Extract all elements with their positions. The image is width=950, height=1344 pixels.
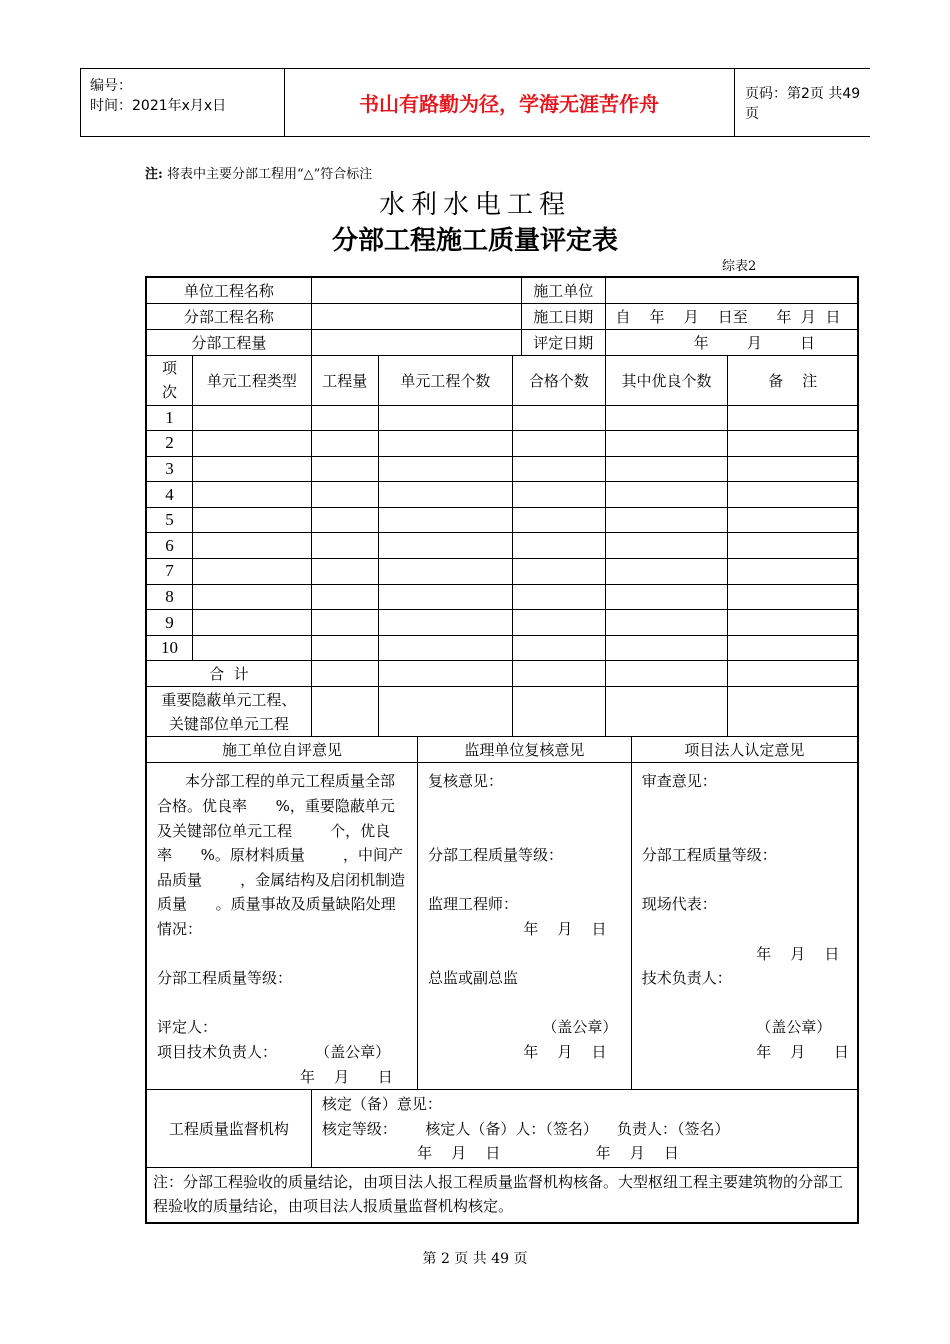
self-opinion-line: 评定人： (157, 1018, 218, 1037)
opinion-header-row (146, 737, 858, 763)
unit-project-name-value[interactable] (311, 277, 521, 303)
self-opinion-body[interactable] (146, 763, 418, 1090)
supervision-row (146, 1090, 858, 1168)
owner-opinion-line: 现场代表： (641, 895, 717, 914)
supervisor-opinion-line (428, 991, 623, 1016)
row-type[interactable] (192, 482, 311, 508)
data-rows (146, 405, 858, 661)
row-type[interactable] (192, 584, 311, 610)
row-number: 6 (146, 533, 192, 559)
total-label: 合 计 (146, 661, 311, 687)
row-number: 1 (146, 405, 192, 431)
owner-opinion-line: 分部工程质量等级： (641, 846, 777, 865)
row-number: 9 (146, 610, 192, 636)
self-opinion-line: 率 %。原材料质量 ，中间产 (157, 846, 404, 865)
owner-opinion-body[interactable] (631, 763, 858, 1090)
row-number: 10 (146, 635, 192, 661)
row-quantity[interactable] (311, 456, 378, 482)
row-remark[interactable] (728, 610, 858, 636)
row-qualified[interactable] (513, 456, 605, 482)
key-units-label-1: 重要隐蔽单元工程、 (161, 690, 297, 709)
page-header (80, 68, 870, 137)
row-remark[interactable] (728, 559, 858, 585)
self-opinion-line (157, 942, 409, 967)
supervision-body[interactable] (311, 1090, 858, 1168)
supervisor-opinion-line: 分部工程质量等级： (428, 846, 564, 865)
row-excellent[interactable] (605, 456, 728, 482)
total-remark[interactable] (728, 661, 858, 687)
row-quantity[interactable] (311, 431, 378, 457)
row-type[interactable] (192, 610, 311, 636)
owner-opinion-line: 审查意见： (641, 772, 717, 791)
row-remark[interactable] (728, 482, 858, 508)
sub-project-quantity-value[interactable] (311, 329, 521, 355)
self-opinion-line: 项目技术负责人： （盖公章） (157, 1042, 391, 1061)
owner-opinion-line (642, 917, 849, 942)
table-row (146, 507, 858, 533)
row-excellent[interactable] (605, 584, 728, 610)
row-excellent[interactable] (605, 559, 728, 585)
row-number: 3 (146, 456, 192, 482)
header-motto: 书山有路勤为径，学海无涯苦作舟 (284, 69, 735, 136)
supervisor-opinion-body[interactable] (418, 763, 632, 1090)
row-excellent[interactable] (605, 610, 728, 636)
row-remark[interactable] (728, 507, 858, 533)
supervision-label: 工程质量监督机构 (146, 1090, 311, 1168)
row-remark[interactable] (728, 584, 858, 610)
supervisor-opinion-header: 监理单位复核意见 (418, 737, 632, 763)
row-qualified[interactable] (513, 584, 605, 610)
key-units-count[interactable] (378, 687, 512, 737)
row-excellent[interactable] (605, 482, 728, 508)
construction-unit-value[interactable] (605, 277, 858, 303)
col-excellent: 其中优良个数 (605, 355, 728, 405)
row-count[interactable] (378, 507, 512, 533)
bottom-note: 注：分部工程验收的质量结论，由项目法人报工程质量监督机构核备。大型枢纽工程主要建筑物的分部工程验收的质量结论，由项目法人报质量监督机构核定。 (146, 1168, 858, 1224)
row-remark[interactable] (728, 405, 858, 431)
row-quantity[interactable] (311, 533, 378, 559)
table-row (146, 456, 858, 482)
title-line1: 水利水电工程 (378, 190, 571, 220)
column-header-row (146, 355, 858, 405)
key-units-label-2: 关键部位单元工程 (168, 714, 289, 733)
opinion-body-row (146, 763, 858, 1090)
supervision-line-3: 年 月 日 年 月 日 (321, 1144, 679, 1163)
info-row-3 (146, 329, 858, 355)
row-qualified[interactable] (513, 559, 605, 585)
supervisor-opinion-line: 复核意见： (428, 772, 504, 791)
total-count[interactable] (378, 661, 512, 687)
supervision-line-2: 核定等级： 核定人（备）人：（签名） 负责人：（签名） (321, 1119, 730, 1138)
row-qualified[interactable] (513, 482, 605, 508)
owner-opinion-line: 技术负责人： (641, 969, 732, 988)
row-qualified[interactable] (513, 610, 605, 636)
supervisor-opinion-line (428, 819, 623, 844)
top-note-prefix: 注: (145, 167, 163, 182)
construction-date-value[interactable]: 自 年 月 日至 年 月 日 (605, 303, 858, 329)
row-count[interactable] (378, 482, 512, 508)
col-type: 单元工程类型 (192, 355, 311, 405)
supervisor-opinion-line: 年 月 日 (428, 920, 607, 938)
row-type[interactable] (192, 507, 311, 533)
owner-opinion-line: （盖公章） (641, 1018, 832, 1037)
row-number: 8 (146, 584, 192, 610)
row-count[interactable] (378, 559, 512, 585)
header-meta (80, 69, 285, 136)
table-row (146, 559, 858, 585)
row-quantity[interactable] (311, 482, 378, 508)
header-page-info: 页码：第2页 共49页 (745, 85, 861, 122)
col-count: 单元工程个数 (378, 355, 512, 405)
code-label: 编号： (90, 78, 132, 94)
owner-opinion-line (642, 991, 849, 1016)
col-item-no-1: 项 (161, 359, 177, 377)
row-number: 5 (146, 507, 192, 533)
total-excellent[interactable] (605, 661, 728, 687)
total-quantity[interactable] (311, 661, 378, 687)
key-units-label (146, 687, 311, 737)
evaluation-date-value[interactable]: 年 月 日 (605, 329, 858, 355)
row-qualified[interactable] (513, 635, 605, 661)
table-row (146, 431, 858, 457)
row-remark[interactable] (728, 456, 858, 482)
self-opinion-line: 分部工程质量等级： (157, 969, 293, 988)
owner-opinion-header: 项目法人认定意见 (631, 737, 858, 763)
evaluation-date-label: 评定日期 (521, 329, 605, 355)
row-type[interactable] (192, 431, 311, 457)
row-qualified[interactable] (513, 431, 605, 457)
self-opinion-line: 合格。优良率 %，重要隐蔽单元 (157, 797, 395, 816)
row-quantity[interactable] (311, 405, 378, 431)
row-count[interactable] (378, 610, 512, 636)
construction-date-label: 施工日期 (521, 303, 605, 329)
row-qualified[interactable] (513, 507, 605, 533)
table-row (146, 533, 858, 559)
row-quantity[interactable] (311, 584, 378, 610)
row-type[interactable] (192, 533, 311, 559)
supervisor-opinion-line: 监理工程师： (428, 895, 519, 914)
col-qualified: 合格个数 (513, 355, 605, 405)
supervisor-opinion-line: （盖公章） (428, 1018, 618, 1037)
bottom-note-row (146, 1168, 858, 1224)
table-row (146, 610, 858, 636)
row-excellent[interactable] (605, 635, 728, 661)
row-excellent[interactable] (605, 405, 728, 431)
total-qualified[interactable] (513, 661, 605, 687)
table-row (146, 635, 858, 661)
row-remark[interactable] (728, 431, 858, 457)
sub-project-name-label: 分部工程名称 (146, 303, 311, 329)
col-item-no-2: 次 (161, 383, 177, 401)
row-type[interactable] (192, 559, 311, 585)
owner-opinion-line: 年 月 日 (641, 944, 840, 963)
supervisor-opinion-line (428, 942, 623, 967)
construction-unit-label: 施工单位 (521, 277, 605, 303)
supervisor-opinion-line: 年 月 日 (428, 1042, 607, 1061)
row-count[interactable] (378, 635, 512, 661)
row-excellent[interactable] (605, 533, 728, 559)
time-label: 时间：2021年x月x日 (90, 98, 227, 114)
row-excellent[interactable] (605, 507, 728, 533)
self-opinion-line: 品质量 ，金属结构及启闭机制造 (157, 870, 406, 889)
row-qualified[interactable] (513, 405, 605, 431)
owner-opinion-line: 年 月 日 (641, 1042, 849, 1061)
self-opinion-line: 质量 。质量事故及质量缺陷处理 (157, 895, 396, 914)
table-row (146, 584, 858, 610)
self-opinion-line: 本分部工程的单元工程质量全部 (185, 772, 396, 791)
form-number: 综表2 (722, 259, 757, 274)
row-type[interactable] (192, 405, 311, 431)
owner-opinion-line (642, 868, 849, 893)
page-footer: 第 2 页 共 49 页 (422, 1251, 528, 1267)
col-quantity: 工程量 (311, 355, 378, 405)
row-count[interactable] (378, 584, 512, 610)
title-line2: 分部工程施工质量评定表 (331, 226, 618, 256)
supervision-line-1: 核定（备）意见： (321, 1095, 442, 1114)
row-count[interactable] (378, 533, 512, 559)
owner-opinion-line (642, 794, 849, 819)
supervisor-opinion-line (428, 794, 623, 819)
row-count[interactable] (378, 431, 512, 457)
table-row (146, 405, 858, 431)
info-row-1 (146, 277, 858, 303)
self-opinion-line: 年 月 日 (157, 1067, 393, 1086)
key-units-qualified[interactable] (513, 687, 605, 737)
top-note-text: 将表中主要分部工程用“△”符合标注 (166, 167, 373, 182)
col-remark: 备 注 (728, 355, 858, 405)
row-remark[interactable] (728, 533, 858, 559)
row-quantity[interactable] (311, 610, 378, 636)
row-excellent[interactable] (605, 431, 728, 457)
info-row-2 (146, 303, 858, 329)
sub-project-quantity-label: 分部工程量 (146, 329, 311, 355)
total-row (146, 661, 858, 687)
supervisor-opinion-line (428, 868, 623, 893)
row-number: 7 (146, 559, 192, 585)
self-opinion-line: 及关键部位单元工程 个，优良 (157, 821, 391, 840)
unit-project-name-label: 单位工程名称 (146, 277, 311, 303)
row-quantity[interactable] (311, 559, 378, 585)
table-row (146, 482, 858, 508)
row-qualified[interactable] (513, 533, 605, 559)
evaluation-table (145, 276, 859, 1224)
top-note (145, 163, 372, 182)
owner-opinion-line (642, 819, 849, 844)
supervisor-opinion-line: 总监或副总监 (428, 969, 519, 988)
key-units-quantity[interactable] (311, 687, 378, 737)
row-quantity[interactable] (311, 507, 378, 533)
row-number: 4 (146, 482, 192, 508)
row-count[interactable] (378, 405, 512, 431)
key-units-row (146, 687, 858, 737)
row-quantity[interactable] (311, 635, 378, 661)
row-number: 2 (146, 431, 192, 457)
self-opinion-line (157, 991, 409, 1016)
self-opinion-line: 情况： (157, 920, 203, 938)
col-item-no (146, 355, 192, 405)
key-units-excellent[interactable] (605, 687, 728, 737)
sub-project-name-value[interactable] (311, 303, 521, 329)
row-type[interactable] (192, 635, 311, 661)
self-opinion-header: 施工单位自评意见 (146, 737, 418, 763)
row-type[interactable] (192, 456, 311, 482)
row-count[interactable] (378, 456, 512, 482)
key-units-remark[interactable] (728, 687, 858, 737)
row-remark[interactable] (728, 635, 858, 661)
